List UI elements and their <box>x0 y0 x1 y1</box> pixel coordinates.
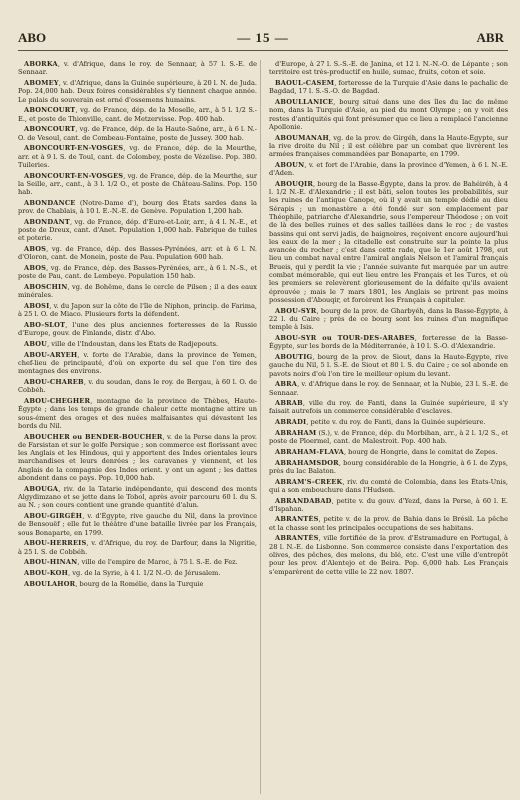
entry-headword: ABORKA <box>24 60 58 68</box>
entry-headword: ABOUGA <box>24 484 59 493</box>
entry-headword: ABRAM'S-CREEK <box>275 477 343 486</box>
entry-headword: ABOU-ARYEH <box>24 350 78 359</box>
entry-text: , petite v. de la prov. de Bahia dans le Brésil. La pêche et la chasse sont les principales occupations de ses habitans. <box>269 515 508 532</box>
dictionary-entry <box>18 433 257 483</box>
entry-headword: ABONCOURT <box>24 125 76 134</box>
dictionary-entry <box>269 180 508 304</box>
dictionary-entry <box>18 125 257 142</box>
entry-headword: ABOU <box>24 339 48 348</box>
dictionary-entry <box>18 283 257 300</box>
dictionary-entry <box>269 429 508 446</box>
entry-text: , vg. de Bohême, dans le cercle de Pilsen ; il a des eaux minérales. <box>18 283 257 300</box>
entry-text: , vg. de France, dép. de la Moselle, arr., à 5 l. 1/2 S.-E., et poste de Thionville, cant. de Metzervisse. Pop. 400 hab. <box>18 106 257 123</box>
entry-text: , v. d'Afrique dans le roy. de Sennaar, et la Nubie, 23 l. S.-E. de Sennaar. <box>269 380 508 397</box>
dictionary-entry <box>18 580 257 588</box>
dictionary-entry <box>269 98 508 131</box>
entry-headword: ABOU-GIRGÈH <box>24 511 83 520</box>
dictionary-entry <box>269 497 508 514</box>
entry-text: , vg. de la Syrie, à 4 l. 1/2 N.-O. de Jérusalem. <box>68 568 221 577</box>
entry-text: , vg. de France, dép. de la Haute-Saône, arr., à 6 l. N.-O. de Vesoul, cant. de Combeau-Fontaine, poste de Jussey. 300 hab. <box>18 125 257 142</box>
entry-text: , bourg de la Basse-Égypte, dans la prov. de Bahéiréh, à 4 l. 1/2 N.-E. d'Alexandrie ; il est bâti, selon toutes les probabilités, sur les ruines de l'antique Canope, où il y avait un temple dédié au dieu Sérapis ; un monastère a été fondé sur son emplacement par Théophile, patriarche d'Alexandrie, sous l'empereur Théodose ; on voit de là des belles ruines et des salles taillées dans le roc ; de vastes bassins qui ont servi jadis, de baignoires, reçoivent encore aujourd'hui les eaux de la mer ; la citadelle est construite sur la pointe la plus avancée du rocher ; c'est dans cette rade, que le 1er août 1798, eut lieu un combat naval entre l'amiral anglais Nelson et l'amiral français Brueis, qui y perdit la vie ; l'année suivante fut marquée par un autre combat mémorable, qui eut lieu entre les Français et les Turcs, et où les premiers se relevèrent glorieusement de la défaite qu'ils avaient éprouvée ; mais le 7 mars 1801, les Anglais se prirent pas moins possession d'Abouqir, et forcèrent les Français à capituler. <box>269 179 508 304</box>
dictionary-entry <box>18 172 257 197</box>
entry-text: , ville de l'empire de Maroc, à 75 l. S.-E. de Fez. <box>77 558 238 567</box>
entry-headword: ABRANTÈS <box>275 515 319 524</box>
entry-text: d'Europe, à 27 l. S.-S.-E. de Janina, et 12 l. N.-N.-O. de Lépante ; son territoire est très-productif en huile, sumac, fruits, coton et soie. <box>269 60 508 77</box>
entry-text: , ville de l'Indoustan, dans les États de Radjepouts. <box>47 339 219 348</box>
dictionary-entry <box>18 512 257 537</box>
entry-text: , v. d'Égypte, rive gauche du Nil, dans la province de Bensouëf ; elle fut le théâtre d'une bataille livrée par les Français, sous Bonaparte, en 1799. <box>18 511 257 537</box>
entry-text: , forteresse de la Basse-Égypte, sur les bords de la Méditerranée, à 10 l. S.-O. d'Alexandrie. <box>269 333 508 351</box>
entry-headword: ABOSCHIN <box>24 283 68 292</box>
entry-headword: ABOU-HINAN <box>24 558 78 567</box>
dictionary-entry <box>269 448 508 456</box>
entry-headword: ABRANTÈS <box>275 534 319 543</box>
entry-text: , ville fortifiée de la prov. d'Estramadure en Portugal, à 28 l. N.-E. de Lisbonne. Son commerce consiste dans l'exportation des olives, des pêches, des melons, du blé, etc. C'est une ville d'entrepôt pour les prov. d'Alentejo et de Beira. Pop. 6,000 hab. Les Français s'emparèrent de cette ville le 22 nov. 1807. <box>269 534 508 576</box>
dictionary-entry <box>269 478 508 495</box>
entry-text: (Notre-Dame d'), bourg des États sardes dans la prov. de Chablais, à 10 l. E.-N.-E. de Genève. Population 1,200 hab. <box>18 198 257 216</box>
entry-headword: ABOUQIR <box>275 179 314 188</box>
entry-text: , montagne de la province de Thèbes, Haute-Égypte ; dans les temps de grande chaleur cette montagne attire un sous-ément des orages et des nuées malfaisantes qui dévastent les bords du Nil. <box>18 396 257 430</box>
entry-text: , v. de la Perse dans la prov. de Farsistan et sur le golfe Persique ; son commerce est florissant avec les Anglais et les Hindous, qui y apportent des Indes orientales leurs marchandises et leurs denrées ; les caravanes y viennent, et les Anglais de la compagnie des Indes orient. y ont un agent ; les dattes abondent dans ce pays. Pop. 10,000 hab. <box>18 432 257 482</box>
entry-headword: ABRAHAM <box>275 428 317 437</box>
dictionary-entry <box>18 378 257 395</box>
entry-text: , vg. de France, dép. d'Eure-et-Loir, arr., à 4 l. N.-E., et poste de Dreux, cant. d'Anet. Population 1,000 hab. Fabrique de tuiles et poterie. <box>18 217 257 243</box>
entry-text: , vg. de France, dép. de la Meurthe, sur la Seille, arr., cant., à 3 l. 1/2 O., et poste de Château-Salins. Pop. 150 hab. <box>18 171 257 197</box>
right-column <box>269 60 508 796</box>
dictionary-entry <box>269 534 508 575</box>
entry-headword: ABOS <box>24 245 47 254</box>
dictionary-entry <box>18 302 257 319</box>
entry-text: , vg. de France, dép. de la Meurthe, arr. et à 9 l. S. de Toul, cant. de Colombey, poste de Vézelise. Pop. 380. Tuileries. <box>18 144 257 169</box>
entry-headword: ABOS <box>24 264 47 273</box>
entry-headword: ABOU-CHAREB <box>24 377 84 386</box>
page-header <box>18 30 508 46</box>
entry-text: , vg. de France, dép. des Basses-Pyrénées, arr. et à 6 l. N. d'Oloron, cant. de Monein, poste de Pau. Population 600 hab. <box>18 245 257 262</box>
dictionary-entry <box>18 397 257 430</box>
dictionary-entry <box>269 307 508 332</box>
header-left-guideword: ABO <box>18 30 47 45</box>
dictionary-entry <box>18 245 257 262</box>
dictionary-entry <box>18 79 257 104</box>
dictionary-entry <box>18 569 257 577</box>
entry-headword: ABOUMANAH <box>275 133 329 142</box>
dictionary-entry <box>18 539 257 556</box>
dictionary-entry <box>18 144 257 169</box>
entry-headword: ABOUTIG <box>275 352 313 361</box>
entry-text: , bourg de Hongrie, dans le comitat de Zepes. <box>343 447 498 456</box>
entry-text: , bourg de la prov. de Gharbyéh, dans la Basse-Égypte, à 22 l. du Caire ; près de ce bourg sont les ruines d'un magnifique temple à Isis. <box>269 306 508 332</box>
entry-headword: ABOSI <box>24 302 50 311</box>
entry-headword: ABOUN <box>275 160 305 169</box>
entry-headword: ABRAHAM-FLAVA <box>275 447 344 456</box>
entry-text: , bourg considérable de la Hongrie, à 6 l. de Zyps, près du lac Balaton. <box>269 458 508 475</box>
entry-text: , v. d'Afrique, du roy. de Darfour, dans la Nigritie, à 25 l. S. de Cobbéh. <box>18 539 257 556</box>
entry-headword: ABRA <box>275 380 298 389</box>
dictionary-entry <box>18 485 257 510</box>
dictionary-entry <box>18 321 257 338</box>
entry-text: (S.), v. de France, dép. du Morbihan, arr., à 2 l. 1/2 S., et poste de Ploermel, cant. de Malestroit. Pop. 400 hab. <box>269 428 508 446</box>
dictionary-entry <box>18 106 257 123</box>
entry-text: , riv. de la Tatarie indépendante, qui descend des monts Algydimzano et se jette dans le Tobol, après avoir parcouru 60 l. du S. au N. ; son cours contient une grande quantité d'alun. <box>18 484 257 510</box>
entry-text: , riv. du comté de Colombia, dans les États-Unis, qui a son embouchure dans l'Hudson. <box>269 477 508 494</box>
entry-headword: ABONDANT <box>24 217 70 226</box>
dictionary-entry <box>269 399 508 416</box>
entry-headword: BAOUL-CASEM <box>275 78 335 87</box>
dictionary-entry <box>18 558 257 566</box>
dictionary-entry <box>269 459 508 476</box>
entry-headword: ABRANDABAD <box>275 496 332 505</box>
dictionary-entry <box>269 380 508 397</box>
entry-headword: ABOULAHOR <box>24 579 76 588</box>
entry-text: , vg. de France, dép. des Basses-Pyrénées, arr., à 6 l. N.-S., et poste de Pau, cant. de Lembeye. Population 150 hab. <box>18 264 257 281</box>
entry-text: , v. et fort de l'Arabie, dans la province d'Yemen, à 6 l. N.-E. d'Aden. <box>269 160 508 178</box>
entry-headword: ABONDANCE <box>24 198 76 207</box>
entry-headword: ABOUCHER ou BENDER-BOUCHER <box>24 432 163 441</box>
dictionary-entry <box>269 60 508 77</box>
entry-headword: ABRADI <box>275 418 307 427</box>
entry-text: , petite v. du roy. de Fanti, dans la Guinée supérieure. <box>306 418 486 427</box>
entry-text: , v. d'Afrique, dans le roy. de Sennaar, à 57 l. S.-E. de Sennaar. <box>18 60 257 77</box>
dictionary-entry <box>269 418 508 426</box>
header-right-guideword: ABR <box>476 30 504 45</box>
dictionary-entry <box>269 161 508 178</box>
entry-headword: ABONCOURT-EN-VOSGES <box>24 144 124 153</box>
left-column <box>18 60 257 796</box>
entry-text: , bourg situé dans une des îles du lac de même nom, dans la Turquie d'Asie, au pied du mont Olympe ; on y voit des restes d'antiquités qui font présumer que ce lieu a remplacé l'ancienne Apollonie. <box>269 97 508 131</box>
page-number: — 15 — <box>237 30 289 45</box>
dictionary-entry <box>269 79 508 96</box>
entry-text: , v. du Japon sur la côte de l'île de Niphon, princip. de Farima, à 25 l. O. de Miaco. Plusieurs forts la défendent. <box>18 302 257 319</box>
dictionary-entry <box>269 134 508 159</box>
entry-headword: ABONCOURT-EN-VOSGES <box>24 171 124 180</box>
dictionary-entry <box>18 199 257 216</box>
dictionary-entry <box>18 60 257 77</box>
entry-headword: ABO-SLOT <box>24 321 66 329</box>
dictionary-entry <box>269 334 508 351</box>
entry-text: , v. forte de l'Arabie, dans la province de Yemen, chef-lieu de principauté, d'où on exporte du sel que l'on tire des montagnes des environs. <box>18 350 257 376</box>
entry-headword: ABRAB <box>275 399 303 408</box>
text-columns <box>18 60 508 796</box>
entry-text: , bourg de la prov. de Siout, dans la Haute-Égypte, rive gauche du Nil, 5 l. S.-E. de Siout et 80 l. S. du Caire ; ce sol abonde en pavots noirs d'où l'on tire le meilleur opium du levant. <box>269 352 508 378</box>
entry-headword: ABOU-HERREIS <box>24 539 87 548</box>
dictionary-entry <box>18 264 257 281</box>
entry-text: , v. du soudan, dans le roy. de Bergau, à 60 l. O. de Cobbéh. <box>18 377 257 395</box>
entry-text: , ville du roy. de Fanti, dans la Guinée supérieure, il s'y faisait autrefois un commerce considérable d'esclaves. <box>269 399 508 416</box>
dictionary-entry <box>269 353 508 378</box>
entry-text: , petite v. du gouv. d'Yezd, dans la Perse, à 60 l. E. d'Ispahan. <box>269 496 508 513</box>
entry-headword: ABOMEY <box>24 78 59 87</box>
entry-text: , bourg de la Romélie, dans la Turquie <box>75 579 204 588</box>
entry-headword: ABOULLANICE <box>275 97 334 106</box>
entry-headword: ABONCOURT <box>24 106 76 115</box>
entry-text: , l'une des plus anciennes forteresses de la Russie d'Europe, gouv. de Finlande, distr. d'Abo. <box>18 321 257 338</box>
entry-headword: ABOU-KOH <box>24 568 69 577</box>
entry-text: , v. d'Afrique, dans la Guinée supérieure, à 20 l. N. de Juda. Pop. 24,000 hab. Deux foires considérables s'y tiennent chaque année. Le palais du souverain est orné d'ossemens humains. <box>18 78 257 104</box>
entry-headword: ABOU-SYR ou TOUR-DES-ARABES <box>275 333 415 342</box>
dictionary-entry <box>18 340 257 348</box>
entry-text: , forteresse de la Turquie d'Asie dans le pachalic de Bagdad, 17 l. S.-S.-O. de Bagdad. <box>269 78 508 96</box>
entry-headword: ABOU-CHEGHER <box>24 396 91 405</box>
dictionary-entry <box>18 351 257 376</box>
entry-headword: ABRAHAMSDOR <box>275 458 339 467</box>
entry-headword: ABOU-SYR <box>275 306 317 315</box>
dictionary-entry <box>18 218 257 243</box>
header-rule <box>18 50 508 51</box>
dictionary-entry <box>269 515 508 532</box>
entry-text: , vg. de la prov. de Girgéh, dans la Haute-Égypte, sur la rive droite du Nil ; il est célèbre par un combat que livrèrent les armées françaises commandées par Bonaparte, en 1799. <box>269 133 508 159</box>
